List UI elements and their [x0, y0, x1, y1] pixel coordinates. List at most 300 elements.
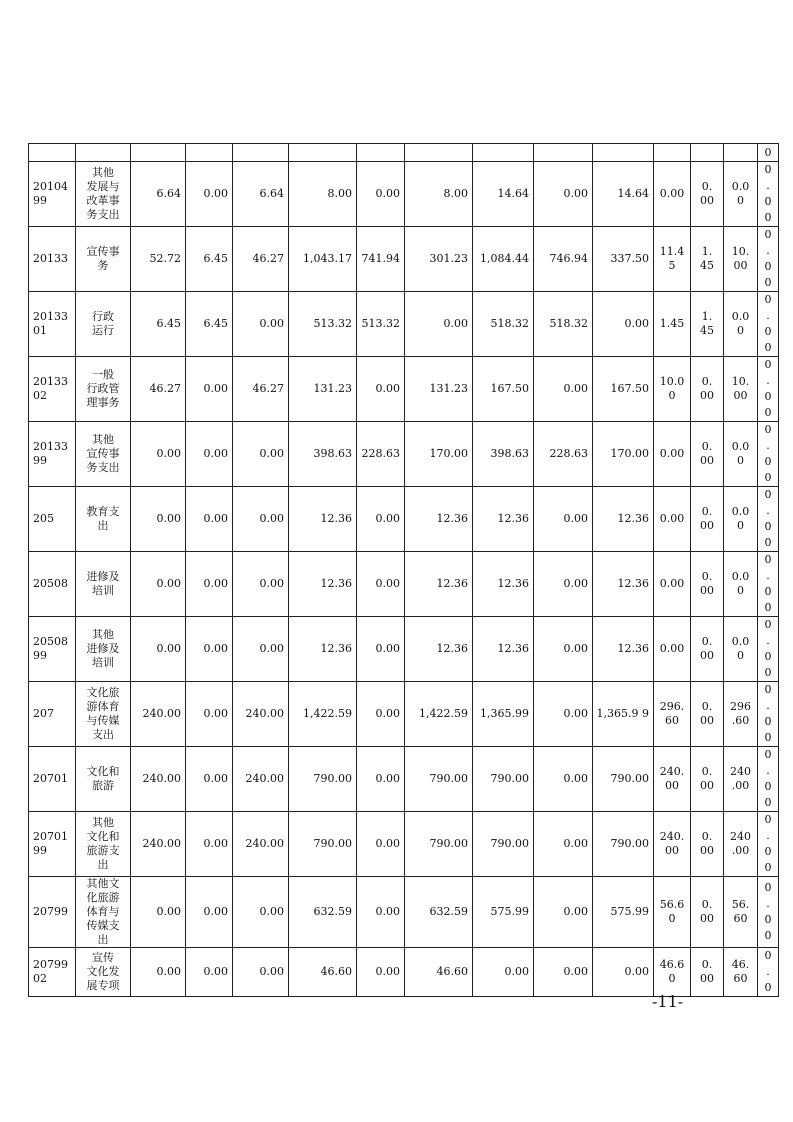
amount-v10-part: 1.45: [659, 317, 685, 330]
amount-v3: 0.00: [233, 487, 289, 552]
amount-v13: [758, 948, 779, 997]
amount-v7: 167.50: [473, 357, 534, 422]
amount-v12-part: 0: [737, 454, 744, 467]
amount-v6: 8.00: [405, 162, 473, 227]
amount-v13-part: .: [766, 764, 770, 777]
amount-v13: [758, 812, 779, 877]
amount-v10: [654, 292, 691, 357]
amount-v1: 0.00: [131, 422, 186, 487]
amount-v10: [654, 877, 691, 948]
amount-v11: [691, 292, 724, 357]
amount-v12-part: 0.0: [731, 180, 750, 193]
subject-name: [76, 292, 131, 357]
amount-v13-part: 0: [764, 929, 772, 942]
amount-v8: 0.00: [534, 948, 593, 997]
amount-v5: 0.00: [357, 357, 405, 422]
subject-name-part: 务支出: [86, 461, 120, 474]
amount-v13-part: 0: [764, 211, 772, 224]
amount-v5: 0.00: [357, 617, 405, 682]
amount-v8: 746.94: [534, 227, 593, 292]
amount-v1: 6.64: [131, 162, 186, 227]
amount-v4: 1,043.17: [289, 227, 357, 292]
amount-v13-part: .: [766, 699, 770, 712]
amount-v12-part: 240: [730, 830, 751, 843]
subject-code: [29, 812, 76, 877]
amount-v12: [724, 617, 758, 682]
amount-v5: 0.00: [357, 747, 405, 812]
amount-v11-part: 0.: [701, 635, 713, 648]
amount-v3: 6.64: [233, 162, 289, 227]
subject-name-part: 文化和: [86, 765, 120, 778]
amount-v8: 0.00: [534, 747, 593, 812]
amount-v11-part: 00: [700, 649, 714, 662]
amount-v12: [724, 422, 758, 487]
amount-v8: 518.32: [534, 292, 593, 357]
amount-v13-part: 0: [764, 423, 772, 436]
amount-v12-part: 0: [737, 194, 744, 207]
amount-v13: [758, 552, 779, 617]
amount-v4: 1,422.59: [289, 682, 357, 747]
amount-v13-part: 0: [764, 520, 772, 533]
amount-v9: 337.50: [593, 227, 654, 292]
amount-v13-part: 0: [764, 536, 772, 549]
subject-name-part: 其他: [92, 628, 114, 641]
page-number: -11-: [652, 992, 684, 1011]
amount-v13-part: .: [766, 504, 770, 517]
subject-name-part: 与传媒: [86, 714, 120, 727]
amount-v10: [654, 747, 691, 812]
amount-v11: [691, 877, 724, 948]
amount-v10: [654, 617, 691, 682]
amount-v11: [691, 682, 724, 747]
amount-v2: 0.00: [186, 487, 233, 552]
amount-v13-part: 0: [764, 683, 772, 696]
subject-name-part: 进修及: [86, 570, 120, 583]
amount-v11-part: 00: [700, 389, 714, 402]
amount-v11-part: 0.: [701, 180, 713, 193]
amount-v13-part: 0: [764, 163, 772, 176]
amount-v11: [691, 812, 724, 877]
amount-v11: [691, 552, 724, 617]
amount-v3: 0.00: [233, 877, 289, 948]
amount-v6: 790.00: [405, 747, 473, 812]
table-row: [29, 357, 779, 422]
amount-v7: 14.64: [473, 162, 534, 227]
subject-name-part: 培训: [92, 656, 114, 669]
amount-v10-part: 0.00: [659, 447, 685, 460]
amount-v2: 6.45: [186, 227, 233, 292]
amount-v13-part: .: [766, 309, 770, 322]
amount-v3: 0.00: [233, 422, 289, 487]
subject-code: [29, 162, 76, 227]
subject-name-part: 出: [97, 519, 109, 532]
amount-v10: [654, 487, 691, 552]
amount-v10-part: 0.00: [659, 187, 685, 200]
amount-v12-part: 10.: [731, 245, 750, 258]
amount-v11-part: 1.: [701, 245, 713, 258]
subject-name-part: 进修及: [86, 642, 120, 655]
amount-v12-part: 0.0: [731, 310, 750, 323]
amount-v8: 0.00: [534, 877, 593, 948]
subject-name-part: 支出: [92, 728, 114, 741]
amount-v13-part: 0: [764, 601, 772, 614]
amount-v4: 8.00: [289, 162, 357, 227]
amount-v5: 0.00: [357, 948, 405, 997]
amount-v3: 0.00: [233, 617, 289, 682]
amount-v13-part: 0: [764, 618, 772, 631]
subject-code-part: 20508: [33, 635, 68, 648]
amount-v1: 240.00: [131, 812, 186, 877]
subject-code-part: 99: [33, 454, 47, 467]
amount-v13-part: .: [766, 965, 770, 978]
amount-v10: [654, 812, 691, 877]
subject-name: [76, 948, 131, 997]
amount-v10: [654, 357, 691, 422]
amount-v13-part: 0: [764, 228, 772, 241]
amount-v13-part: .: [766, 897, 770, 910]
subject-name-part: 文化和: [86, 830, 120, 843]
amount-v7: 518.32: [473, 292, 534, 357]
amount-v9: 12.36: [593, 487, 654, 552]
amount-v13-part: 0: [764, 406, 772, 419]
amount-v4: 632.59: [289, 877, 357, 948]
amount-v5: 0.00: [357, 552, 405, 617]
amount-v7: 12.36: [473, 487, 534, 552]
amount-v6: 301.23: [405, 227, 473, 292]
amount-v1: 46.27: [131, 357, 186, 422]
amount-v11-part: 0.: [701, 958, 713, 971]
amount-v11-part: 00: [700, 779, 714, 792]
amount-v12: [724, 292, 758, 357]
amount-v7: 12.36: [473, 617, 534, 682]
amount-v13-part: 0: [764, 796, 772, 809]
subject-name-part: 旅游: [92, 779, 114, 792]
amount-v12-part: 0: [737, 649, 744, 662]
amount-v11-part: 0.: [701, 898, 713, 911]
amount-v13: [758, 747, 779, 812]
amount-v11-part: 0.: [701, 440, 713, 453]
amount-v4: 12.36: [289, 552, 357, 617]
subject-name-part: 发展与: [86, 180, 120, 193]
amount-v1: 240.00: [131, 747, 186, 812]
subject-name: [76, 617, 131, 682]
subject-name-part: 展专项: [86, 979, 120, 992]
amount-v12-part: .00: [731, 844, 750, 857]
amount-v2: 0.00: [186, 877, 233, 948]
amount-v7: 790.00: [473, 812, 534, 877]
table-row: [29, 877, 779, 948]
amount-v13-part: .: [766, 634, 770, 647]
amount-v12: [724, 162, 758, 227]
amount-v11: [691, 617, 724, 682]
amount-v12-part: 10.: [731, 375, 750, 388]
amount-v12-part: 0: [737, 324, 744, 337]
amount-v9: 0.00: [593, 292, 654, 357]
subject-code-part: 20701: [33, 772, 68, 785]
amount-v8: 0.00: [534, 162, 593, 227]
amount-v13: [758, 877, 779, 948]
amount-v9: 0.00: [593, 948, 654, 997]
subject-code-part: 20133: [33, 375, 68, 388]
amount-v6: 0.00: [405, 292, 473, 357]
subject-code-part: 205: [33, 512, 54, 525]
amount-v13-part: 0: [764, 881, 772, 894]
subject-code-part: 20799: [33, 958, 68, 971]
amount-v8: 0.00: [534, 682, 593, 747]
subject-code-part: 99: [33, 194, 47, 207]
amount-v10-part: 00: [665, 844, 679, 857]
budget-table: [28, 143, 779, 997]
partial-row-last-cell: 0: [758, 144, 779, 162]
amount-v13-part: 0: [764, 780, 772, 793]
amount-v13-part: 0: [764, 276, 772, 289]
amount-v11-part: 0.: [701, 505, 713, 518]
subject-name-part: 其他: [92, 816, 114, 829]
subject-code: [29, 552, 76, 617]
amount-v4: 12.36: [289, 617, 357, 682]
subject-code-part: 01: [33, 324, 47, 337]
amount-v12-part: 0.0: [731, 505, 750, 518]
amount-v5: 0.00: [357, 487, 405, 552]
subject-name: [76, 812, 131, 877]
amount-v5: 0.00: [357, 877, 405, 948]
subject-name-part: 其他: [92, 433, 114, 446]
subject-name-part: 改革事: [86, 194, 120, 207]
subject-code-part: 20701: [33, 830, 68, 843]
amount-v13-part: 0: [764, 293, 772, 306]
subject-name-part: 一般: [92, 368, 114, 381]
amount-v12-part: 0.0: [731, 635, 750, 648]
table-row: [29, 682, 779, 747]
amount-v11: [691, 422, 724, 487]
amount-v13-part: .: [766, 439, 770, 452]
amount-v13-part: 0: [764, 488, 772, 501]
amount-v12-part: 56.: [731, 898, 750, 911]
amount-v4: 131.23: [289, 357, 357, 422]
amount-v2: 0.00: [186, 422, 233, 487]
amount-v13-part: 0: [764, 845, 772, 858]
amount-v13-part: 0: [764, 325, 772, 338]
amount-v12: [724, 877, 758, 948]
subject-name-part: 务: [97, 259, 109, 272]
amount-v6: 12.36: [405, 552, 473, 617]
amount-v7: 1,084.44: [473, 227, 534, 292]
amount-v5: 0.00: [357, 812, 405, 877]
amount-v12-part: 240: [730, 765, 751, 778]
subject-name: [76, 227, 131, 292]
amount-v11: [691, 357, 724, 422]
amount-v2: 0.00: [186, 948, 233, 997]
amount-v7: 12.36: [473, 552, 534, 617]
amount-v10: [654, 162, 691, 227]
amount-v11: [691, 948, 724, 997]
amount-v11-part: 0.: [701, 375, 713, 388]
subject-name-part: 出: [97, 858, 109, 871]
amount-v10: [654, 552, 691, 617]
amount-v13-part: 0: [764, 585, 772, 598]
table-row: [29, 747, 779, 812]
amount-v12-part: 00: [733, 259, 748, 272]
amount-v10-part: 10.0: [659, 375, 685, 388]
amount-v13-part: 0: [764, 913, 772, 926]
subject-name: [76, 682, 131, 747]
amount-v11: [691, 487, 724, 552]
amount-v7: 0.00: [473, 948, 534, 997]
amount-v12: [724, 552, 758, 617]
amount-v13-part: 0: [764, 390, 772, 403]
amount-v10-part: 0: [668, 389, 676, 402]
amount-v13-part: 0: [764, 813, 772, 826]
amount-v3: 0.00: [233, 948, 289, 997]
subject-code: [29, 682, 76, 747]
amount-v12-part: 296: [730, 700, 751, 713]
amount-v13-part: .: [766, 829, 770, 842]
table-row: [29, 422, 779, 487]
amount-v13-part: 0: [764, 949, 772, 962]
subject-name: [76, 747, 131, 812]
amount-v11-part: 45: [700, 259, 714, 272]
amount-v1: 0.00: [131, 617, 186, 682]
amount-v11-part: 00: [700, 912, 714, 925]
amount-v12-part: 0: [737, 519, 744, 532]
subject-code-part: 02: [33, 972, 47, 985]
amount-v10: [654, 227, 691, 292]
amount-v13-part: .: [766, 179, 770, 192]
amount-v10-part: 240.: [659, 765, 685, 778]
amount-v1: 0.00: [131, 487, 186, 552]
subject-code: [29, 617, 76, 682]
amount-v4: 46.60: [289, 948, 357, 997]
amount-v12-part: .00: [731, 779, 750, 792]
subject-name-part: 宣传: [92, 951, 114, 964]
amount-v8: 0.00: [534, 487, 593, 552]
amount-v9: 575.99: [593, 877, 654, 948]
subject-name-part: 运行: [92, 324, 114, 337]
subject-name: [76, 162, 131, 227]
amount-v11-part: 00: [700, 454, 714, 467]
subject-code-part: 20133: [33, 252, 68, 265]
table-row: [29, 812, 779, 877]
amount-v11-part: 1.: [701, 310, 713, 323]
amount-v6: 170.00: [405, 422, 473, 487]
amount-v13: [758, 292, 779, 357]
amount-v13-part: 0: [764, 341, 772, 354]
amount-v11: [691, 162, 724, 227]
subject-name-part: 传媒支: [86, 919, 120, 932]
subject-code-part: 99: [33, 844, 47, 857]
amount-v10-part: 56.6: [659, 898, 685, 911]
amount-v3: 240.00: [233, 812, 289, 877]
subject-code-part: 20104: [33, 180, 68, 193]
subject-name: [76, 357, 131, 422]
amount-v12: [724, 747, 758, 812]
amount-v1: 240.00: [131, 682, 186, 747]
amount-v13-part: 0: [764, 666, 772, 679]
subject-name-part: 化旅游: [86, 891, 120, 904]
amount-v11-part: 0.: [701, 765, 713, 778]
amount-v12-part: 0.0: [731, 440, 750, 453]
amount-v13-part: 0: [764, 650, 772, 663]
amount-v13-part: 0: [764, 715, 772, 728]
subject-code-part: 20799: [33, 905, 68, 918]
amount-v9: 12.36: [593, 617, 654, 682]
subject-code: [29, 747, 76, 812]
subject-name: [76, 877, 131, 948]
amount-v13-part: 0: [764, 861, 772, 874]
amount-v9: 170.00: [593, 422, 654, 487]
amount-v8: 0.00: [534, 552, 593, 617]
amount-v13-part: 0: [764, 358, 772, 371]
amount-v5: 0.00: [357, 682, 405, 747]
amount-v13-part: .: [766, 374, 770, 387]
amount-v7: 575.99: [473, 877, 534, 948]
amount-v12: [724, 948, 758, 997]
amount-v11-part: 45: [700, 324, 714, 337]
amount-v13: [758, 162, 779, 227]
amount-v6: 46.60: [405, 948, 473, 997]
amount-v13-part: .: [766, 244, 770, 257]
amount-v12-part: 0.0: [731, 570, 750, 583]
subject-code: [29, 877, 76, 948]
subject-code: [29, 487, 76, 552]
amount-v12: [724, 487, 758, 552]
amount-v2: 0.00: [186, 747, 233, 812]
amount-v13-part: 0: [764, 195, 772, 208]
amount-v11: [691, 747, 724, 812]
amount-v11-part: 00: [700, 584, 714, 597]
amount-v10-part: 0.00: [659, 577, 685, 590]
amount-v13-part: 0: [764, 731, 772, 744]
amount-v11: [691, 227, 724, 292]
subject-code-part: 20133: [33, 440, 68, 453]
subject-code: [29, 422, 76, 487]
amount-v12-part: 00: [733, 389, 748, 402]
amount-v10-part: 296.: [659, 700, 685, 713]
amount-v12-part: 46.: [731, 958, 750, 971]
amount-v11-part: 0.: [701, 830, 713, 843]
amount-v2: 6.45: [186, 292, 233, 357]
amount-v13-part: .: [766, 569, 770, 582]
amount-v3: 46.27: [233, 357, 289, 422]
amount-v8: 228.63: [534, 422, 593, 487]
amount-v1: 52.72: [131, 227, 186, 292]
subject-code: [29, 227, 76, 292]
amount-v10-part: 60: [665, 714, 679, 727]
amount-v10: [654, 948, 691, 997]
amount-v3: 240.00: [233, 747, 289, 812]
amount-v13: [758, 227, 779, 292]
subject-name-part: 行政: [92, 310, 114, 323]
table-row: [29, 292, 779, 357]
amount-v12-part: 60: [733, 972, 748, 985]
amount-v13-part: 0: [764, 981, 772, 994]
subject-name: [76, 487, 131, 552]
amount-v4: 12.36: [289, 487, 357, 552]
amount-v13: [758, 422, 779, 487]
subject-name-part: 宣传事: [86, 245, 120, 258]
subject-code: [29, 292, 76, 357]
subject-code-part: 02: [33, 389, 47, 402]
amount-v1: 0.00: [131, 552, 186, 617]
amount-v10-part: 00: [665, 779, 679, 792]
amount-v11-part: 0.: [701, 700, 713, 713]
amount-v10-part: 240.: [659, 830, 685, 843]
table-row: [29, 552, 779, 617]
amount-v13: [758, 487, 779, 552]
table-row: [29, 162, 779, 227]
subject-name-part: 行政管: [86, 382, 120, 395]
subject-code-part: 20133: [33, 310, 68, 323]
